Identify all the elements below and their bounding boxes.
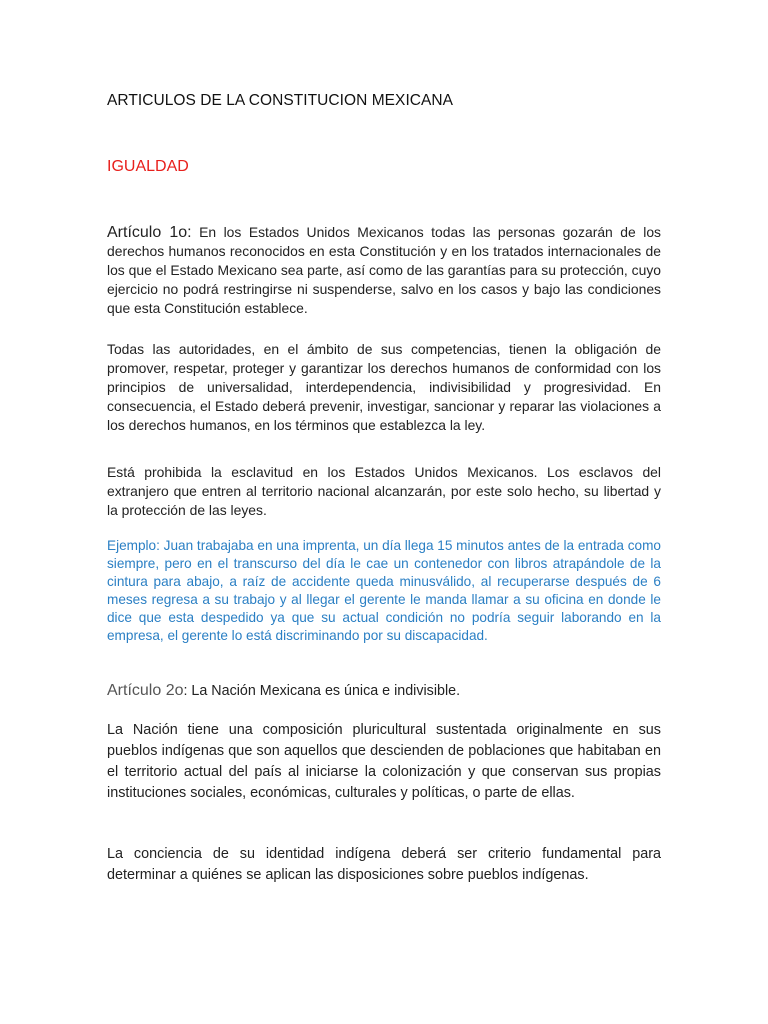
article-1-paragraph-2: Todas las autoridades, en el ámbito de sus competencias, tienen la obligación de promover, respetar, proteger y garantizar los derechos humanos de conformidad con los principios de universalidad, interdependencia, indivisibilidad y progresividad. En consecuencia, el Estado deberá prevenir, investigar, sancionar y reparar las violaciones a los derechos humanos, en los términos que establezca la ley. bbox=[107, 341, 661, 433]
section-heading: IGUALDAD bbox=[107, 158, 189, 175]
article-1-label: Artículo 1o: bbox=[107, 224, 192, 241]
article-2-paragraph-3: La conciencia de su identidad indígena deberá ser criterio fundamental para determinar a quiénes se aplican las disposiciones sobre pueblos indígenas. bbox=[107, 846, 661, 883]
article-2-paragraph-2: La Nación tiene una composición pluricultural sustentada originalmente en sus pueblos indígenas que son aquellos que descienden de poblaciones que habitaban en el territorio actual del país al iniciarse la colonización y que conservan sus propias instituciones sociales, económicas, culturales y políticas, o parte de ellas. bbox=[107, 722, 661, 801]
article-1-paragraph-3: Está prohibida la esclavitud en los Estados Unidos Mexicanos. Los esclavos del extranjero que entren al territorio nacional alcanzarán, por este solo hecho, su libertad y la protección de las leyes. bbox=[107, 464, 661, 518]
article-1-example: Ejemplo: Juan trabajaba en una imprenta, un día llega 15 minutos antes de la entrada como siempre, pero en el transcurso del día le cae un contenedor con libros atrapándole de la cintura para abajo, a raíz de accidente queda minusválido, al recuperarse después de 6 meses regresa a su trabajo y al llegar el gerente le manda llamar a su oficina en donde le dice que esta despedido ya que su actual condición no podría seguir laborando en la empresa, el gerente lo está discriminando por su discapacidad. bbox=[107, 538, 661, 643]
article-2-paragraph bbox=[107, 681, 661, 701]
document-title: ARTICULOS DE LA CONSTITUCION MEXICANA bbox=[107, 92, 454, 109]
article-1-text: En los Estados Unidos Mexicanos todas las personas gozarán de los derechos humanos reconocidos en esta Constitución y en los tratados internacionales de los que el Estado Mexicano sea parte, así como de las garantías para su protección, cuyo ejercicio no podrá restringirse ni suspenderse, salvo en los casos y bajo las condiciones que esta Constitución establece. bbox=[107, 224, 661, 316]
article-1-paragraph bbox=[107, 223, 661, 318]
article-2-label: Artículo 2o bbox=[107, 682, 184, 699]
article-2-text: : La Nación Mexicana es única e indivisible. bbox=[183, 683, 461, 699]
